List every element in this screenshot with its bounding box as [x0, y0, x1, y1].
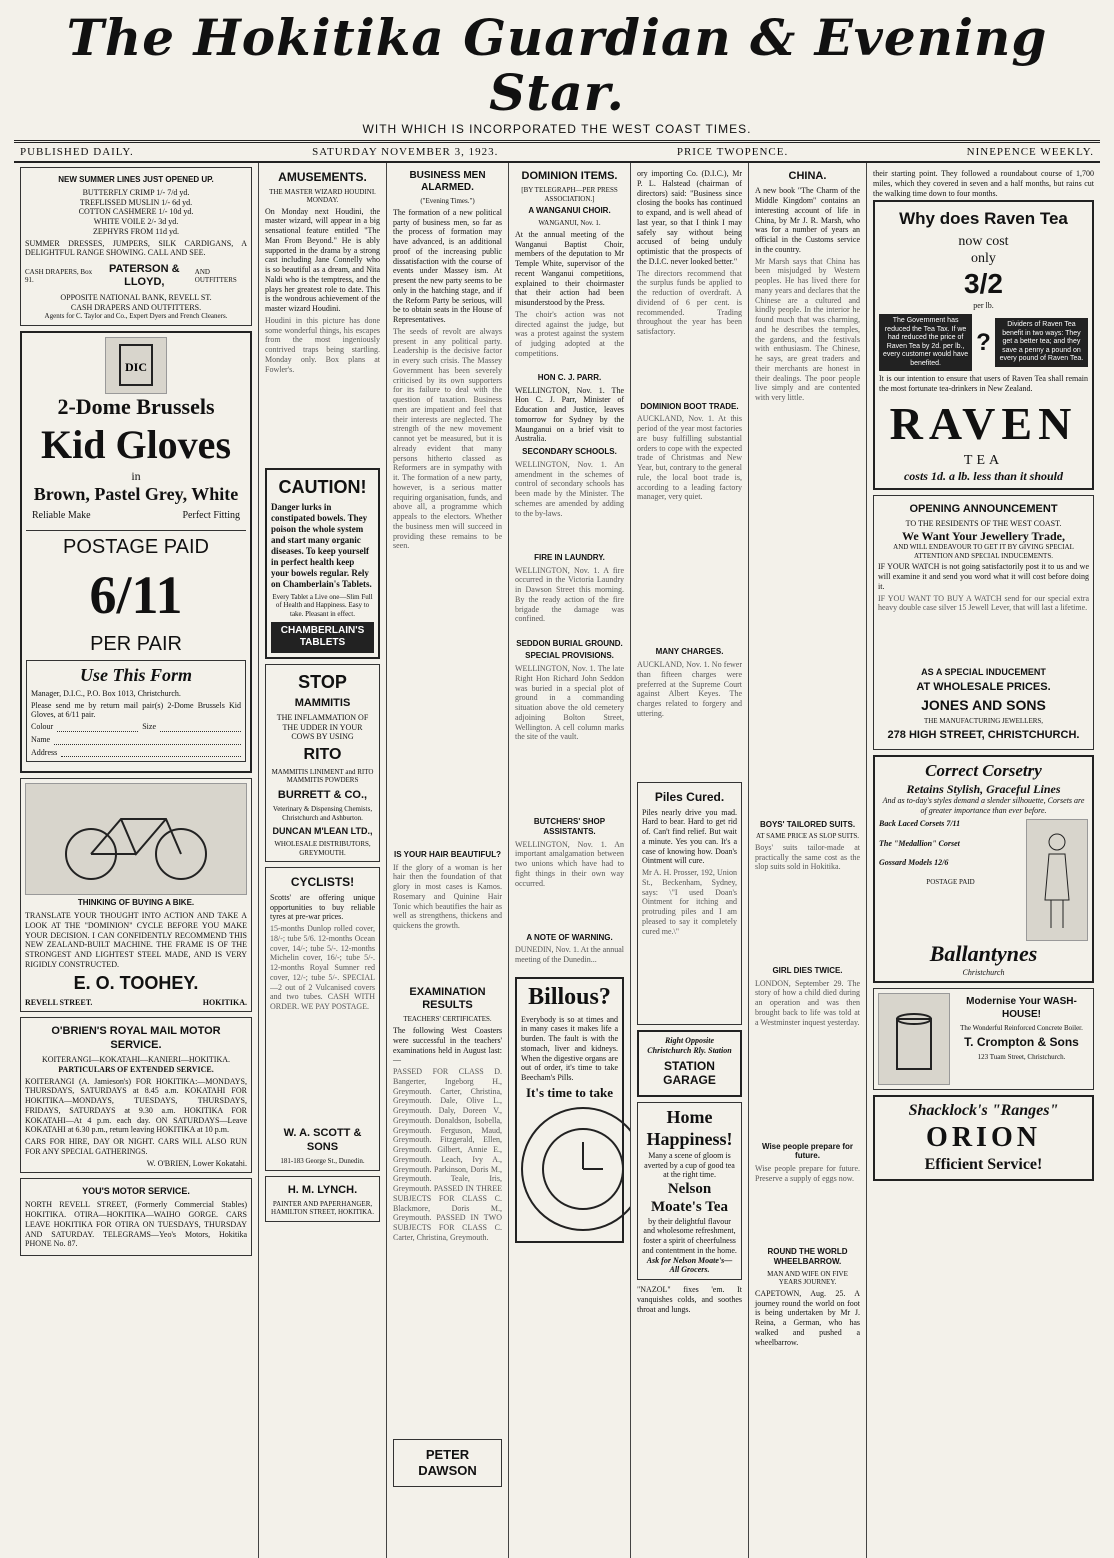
caution-heading: CAUTION! [278, 476, 367, 497]
nazol-text: "NAZOL" fixes 'em. It vanquishes colds, and soothes throat and lungs. [637, 1285, 742, 1314]
parr-text: WELLINGTON, Nov. 1. The Hon C. J. Parr, Minister of Education and Justice, leaves tomorrow for Sydney by the Maunganui on a brief visit to Australia. [515, 385, 624, 444]
exam-text: The following West Coasters were successful in the teachers' examinations held in August last:— [393, 1026, 502, 1065]
raven-tag: costs 1d. a lb. less than it should [903, 468, 1064, 483]
yeo-motor-ad [20, 1178, 252, 1256]
paterson-lloyd-ad [20, 167, 252, 326]
opening-sub: TO THE RESIDENTS OF THE WEST COAST. [905, 518, 1062, 528]
peter-dawson-ad [393, 1439, 502, 1487]
mail-name: W. O'BRIEN, Lower Kokatahi. [146, 1158, 247, 1168]
china-continued: Mr Marsh says that China has been misjudged by Western peoples. He has lived there for many years and declares that the Chinese are a cultured and kindly people. In the interior he found much that was charming, and he describes the temples, the gardens, and the festivals with enthusiasm. The Chinese, he says, are great traders and their merchants are honest in their dealings. The poor people live simply and are contented with very little. [755, 256, 860, 403]
obrien-mail-ad [20, 1017, 252, 1173]
ballantynes-corset-ad [873, 755, 1094, 983]
bike-street: REVELL STREET. [25, 997, 93, 1007]
warning-text: DUNEDIN, Nov. 1. At the annual meeting of the Dunedin... [515, 945, 624, 964]
jones-name: JONES AND SONS [921, 697, 1046, 714]
summer-line: TREFLISSED MUSLIN 1/- 6d yd. [79, 197, 193, 207]
summer-line: BUTTERFLY CRIMP 1/- 7/d yd. [82, 187, 190, 197]
column-1 [14, 163, 259, 1558]
published-daily: PUBLISHED DAILY. [20, 146, 134, 158]
cyclists-text: Scotts' are offering unique opportunities to buy reliable tyres at pre-war prices. [270, 892, 375, 922]
back-laced: Back Laced Corsets 7/11 [879, 818, 961, 828]
raven-per: per lb. [973, 301, 994, 311]
raven-tea: TEA [963, 452, 1004, 468]
warning-heading: A NOTE OF WARNING. [526, 932, 613, 942]
corsetry-sub: Retains Stylish, Graceful Lines [906, 781, 1061, 796]
rito-name: RITO [303, 746, 342, 764]
piles-text: Piles nearly drive you mad. Hard to bear. Hard to get rid of. Can't find relief. But wait a minute. Yes you can. It's a case of knowing how. Doan's Ointment will cure. [642, 807, 737, 866]
jones-jewellers-ad [873, 495, 1094, 750]
form-size-field[interactable] [160, 722, 241, 732]
secondary-heading: SECONDARY SCHOOLS. [522, 447, 617, 456]
exam-list: PASSED FOR CLASS D. Bangerter, Ingeborg H., Greymouth. Carter, Christina, Greymouth. Dale, Olive L., Greymouth. Daly, Doreen V., Greymouth. Donaldson, Isobella, Greymouth. Ferguson, Maud, Greymouth. Fitzgerald, Ellen, Greymouth. Gilbert, Annie E., Greymouth. Leach, Ivy A., Greymouth. Parkinson, Doris M., Greymouth. Teale, Iris, Greymouth. PASSED IN THREE SUBJECTS FOR CLASS C. Blackmore, Doris M., Greymouth. PASSED IN TWO SUBJECTS FOR CLASS C. Carter, Christina, Greymouth. [393, 1067, 502, 1242]
amusements-sub: THE MASTER WIZARD HOUDINI. MONDAY. [269, 187, 376, 205]
shacklock-ad [873, 1095, 1094, 1180]
jones-addr: 278 HIGH STREET, CHRISTCHURCH. [887, 728, 1080, 741]
peter-dawson: PETER DAWSON [418, 1447, 477, 1478]
chamberlains-ad [265, 468, 380, 659]
scott-address: 181-183 George St., Dunedin. [280, 1156, 365, 1165]
columns [14, 163, 1100, 1558]
gloves-fit: Perfect Fitting [182, 510, 240, 522]
exam-heading: EXAMINATION RESULTS [409, 985, 486, 1012]
crompton-wash-ad [873, 988, 1094, 1090]
caution-note: Every Tablet a Live one—Slim Full of Health and Happiness. Easy to take. Pleasant in effect. [272, 592, 373, 618]
shacklock-name: Shacklock's "Ranges" [908, 1102, 1059, 1120]
duncan-name: DUNCAN M'LEAN LTD., [272, 826, 373, 837]
paterson-trade: CASH DRAPERS AND OUTFITTERS. [70, 302, 202, 312]
fire-text: WELLINGTON, Nov. 1. A fire occurred in the Victoria Laundry in Dawson Street this morning. By the ready action of the fire brigade the damage was confined. [515, 565, 624, 624]
wise-text: Wise people prepare for future. Preserve a supply of eggs now. [755, 1164, 860, 1183]
jones-sub: THE MANUFACTURING JEWELLERS, [923, 717, 1044, 726]
form-body: Please send me by return mail pair(s) 2-Dome Brussels Kid Gloves, at 6/11 pair. [31, 700, 241, 720]
yos-heading: YOU'S MOTOR SERVICE. [82, 1186, 190, 1197]
dominion-boot: DOMINION BOOT TRADE. [640, 401, 739, 411]
billous-heading: Billous? [528, 984, 611, 1011]
seddon-heading: SEDDON BURIAL GROUND. [516, 638, 623, 648]
dominion-heading: DOMINION ITEMS. [521, 170, 618, 182]
piles-heading: Piles Cured. [654, 790, 725, 804]
billous-text: Everybody is so at times and in many cases it makes life a burden. The fault is with the stomach, liver and kidneys. When the digestive organs are out of order, it's time to take Beecham's Pills. [521, 1014, 618, 1083]
raven-endeavour: It is our intention to ensure that users of Raven Tea shall remain the most fortunate tea-drinkers in New Zealand. [879, 374, 1088, 393]
station-garage: STATION GARAGE [663, 1058, 716, 1088]
charges-text: AUCKLAND, Nov. 1. No fewer than fifteen charges were preferred at the Supreme Court against Albert Keyes. The charges related to forgery and uttering. [637, 660, 742, 718]
raven-word: RAVEN [889, 397, 1078, 449]
paterson-agents: Agents for C. Taylor and Co., Expert Dyers and French Cleaners. [44, 312, 228, 321]
issue-price: PRICE TWOPENCE. [676, 146, 789, 158]
ballantynes-city: Christchurch [962, 967, 1005, 977]
bike-heading: THINKING OF BUYING A BIKE. [77, 898, 195, 908]
col7-intro: their starting point. They followed a roundabout course of 1,700 miles, which they covered in seven and a half months, but rains cut the walking time down to four months. [873, 169, 1094, 198]
paterson-left: CASH DRAPERS, Box 91. [25, 267, 93, 285]
nelson-name: Nelson Moate's Tea [650, 1181, 729, 1216]
stop-text: THE INFLAMMATION OF THE UDDER IN YOUR COWS BY USING [276, 712, 369, 742]
form-to: Manager, D.I.C., P.O. Box 1013, Christchurch. [31, 688, 181, 698]
masthead [14, 10, 1100, 143]
boot-text: AUCKLAND, Nov. 1. At this period of the year most factories are busy fulfilling substantial orders to cope with the expected trade of Christmas and New Year, but, contrary to the general rule, the local boot trade is, according to a leading factory manager, very quiet. [637, 414, 742, 502]
wanganui-place: WANGANUI, Nov. 1. [538, 219, 601, 228]
nelson-text: by their delightful flavour and wholesome refreshment, foster a spirit of cheerfulness and contentment in the home. [642, 1216, 737, 1255]
mail-particulars: PARTICULARS OF EXTENDED SERVICE. [58, 1064, 214, 1074]
dic-logo-icon [105, 337, 167, 394]
business-text: The formation of a new political party of business men, so far as the process of formation may have advanced, is an additional proof of the increasing public dissatisfaction with the course of events under Massey ism. At present the new party seems to be only in the hatching stage, and if the Reform Party be serious, will be to obtain seats in the House of Representatives. [393, 207, 502, 325]
raven-only: only [971, 251, 996, 267]
dic-continued: The directors recommend that the surplus funds be applied to the reduction of overdraft. A dividend of 6 per cent. is recommended. Trading throughout the year has been satisfactory. [637, 268, 742, 336]
business-heading: BUSINESS MEN ALARMED. [409, 170, 486, 194]
postage-paid: POSTAGE PAID [63, 536, 209, 559]
lynch-name: H. M. LYNCH. [287, 1183, 358, 1196]
ballantynes: Ballantynes [929, 940, 1038, 966]
secondary-text: WELLINGTON, Nov. 1. An amendment in the schemes of control of secondary schools has been made by the Minister. The schemes are amended by adding to the by-laws. [515, 459, 624, 518]
bike-town: HOKITIKA. [202, 997, 247, 1007]
order-form [26, 660, 246, 762]
raven-heading: Why does Raven Tea [899, 209, 1068, 229]
bike-name: E. O. TOOHEY. [73, 972, 199, 993]
gloves-title: 2-Dome Brussels [57, 393, 215, 419]
piles-continued: Mr A. H. Prosser, 192, Union St., Beckenham, Sydney, says: \"I used Doan's Ointment for itching and protruding piles and I am pleased to say it completely cured me.\" [642, 868, 737, 936]
amusements-text: On Monday next Houdini, the master wizard, will appear in a big sensational feature entitled "The Man From Beyond." He is ably supported in the drama by a strong cast including Jane Connelly who is so beautiful as a dream, and Nita Naldi who is the temptress, and the plays her greatest role to date. This is the wondrous achievement of the master wizard Houdini. [265, 206, 380, 314]
boys-heading: BOYS' TAILORED SUITS. [759, 819, 856, 829]
corset-postage: POSTAGE PAID [926, 878, 975, 887]
world-text: CAPETOWN, Aug. 25. A journey round the world on foot is being undertaken by Mr J. Reina, a German, who has walked and pushed a wheelbarrow. [755, 1288, 860, 1347]
exam-sub: TEACHERS' CERTIFICATES. [403, 1015, 492, 1024]
jewellery-sub: AND WILL ENDEAVOUR TO GET IT BY GIVING SPECIAL ATTENTION AND SPECIAL INDUCEMENTS. [893, 543, 1074, 560]
dateline [14, 143, 1100, 163]
china-heading: CHINA. [788, 170, 827, 182]
paterson-right: AND OUTFITTERS [194, 267, 237, 285]
per-pair: PER PAIR [90, 632, 182, 655]
butchers-heading: BUTCHERS' SHOP ASSISTANTS. [533, 817, 606, 836]
special-heading: AS A SPECIAL INDUCEMENT [921, 666, 1046, 677]
mail-text: KOITERANGI (A. Jamieson's) FOR HOKITIKA:—MONDAYS, THURSDAYS, SATURDAYS at 8.45 a.m. KOKATAHI FOR HOKITIKA—MONDAYS, TUESDAYS, THURSDAYS, FRIDAYS, SATURDAYS at 9.30 a.m. HOKITIKA FOR KOKATAHI—At 4 p.m. each day. ON SATURDAYS—Leave KOKATAHI at 6.30 p.m., return leaving HOKITIKA at 10 p.m. [25, 1076, 247, 1135]
bicycle-icon [25, 783, 247, 895]
form-name-field[interactable] [54, 735, 241, 745]
stop-heading: STOP [298, 671, 347, 692]
yos-text: NORTH REVELL STREET, (Formerly Commercial Stables) HOKITIKA. OTIRA—HOKITIKA—WAIHO GORGE. CARS LEAVE HOKITIKA FOR OTIRA ON TUESDAYS, THURSDAY AND SATURDAY. TELEGRAMS—Yeo's Motors, Hokitika PHONE No. 87. [25, 1200, 247, 1249]
provisions-heading: SPECIAL PROVISIONS. [525, 651, 614, 661]
form-colour-field[interactable] [57, 722, 138, 732]
wholesale: AT WHOLESALE PRICES. [916, 680, 1051, 693]
many-charges: MANY CHARGES. [655, 647, 724, 657]
medallion: The "Medallion" Corset [879, 838, 960, 848]
column-4 [509, 163, 631, 1558]
china-text: A new book "The Charm of the Middle Kingdom" contains an interesting account of life in China, by Mr J. R. Marsh, who was for a number of years an official in the Customs service in the country. [755, 186, 860, 254]
jewellery-continued: IF YOU WANT TO BUY A WATCH send for our special extra heavy double case silver 15 Jewell Lever, that will last a lifetime. [878, 593, 1089, 613]
seddon-text: WELLINGTON, Nov. 1. The late Right Hon Richard John Seddon was buried in a special plot of ground in a commanding situation above the old cemetery adjoining Bolton Street, Wellington. A cell column marks the site of the vault. [515, 664, 624, 742]
column-5 [631, 163, 749, 1558]
lynch-text: PAINTER AND PAPERHANGER, HAMILTON STREET, HOKITIKA. [271, 1199, 374, 1217]
dic-gloves-ad [20, 331, 252, 774]
corsetry-text: And as to-day's styles demand a slender silhouette, Corsets are of greater importance than ever before. [882, 796, 1085, 816]
clock-icon [521, 1107, 631, 1231]
gloves-in: in [131, 469, 141, 484]
station-garage-ad [637, 1030, 742, 1097]
summer-dresses: SUMMER DRESSES, JUMPERS, SILK CARDIGANS, A DELIGHTFUL RANGE SHOWING. CALL AND SEE. [25, 238, 247, 258]
hair-text: If the glory of a woman is her hair then the foundation of that glory in most cases is Kamos. Rosemary and Quinine Hair Tonic which beautifies the hair as well as strengthens, thickens and quickens the growth. [393, 862, 502, 931]
bike-text: TRANSLATE YOUR THOUGHT INTO ACTION AND TAKE A LOOK AT THE "DOMINION" CYCLE BEFORE YOU MAKE YOUR DECISION. I CAN CONFIDENTLY RECOMMEND THIS NEW ZEALAND-BUILT MACHINE. THE FRAME IS OF THE STRONGEST AND LIGHTEST STEEL MADE, AND IS VERY RIGIDLY CONSTRUCTED. [25, 911, 247, 969]
summer-line: ZEPHYRS FROM 11d yd. [93, 226, 179, 236]
orion-name: ORION [926, 1121, 1041, 1153]
raven-gov: The Government has reduced the Tea Tax. If we had reduced the price of Raven Tea by 2d. per lb., every customer would have benefited. [879, 314, 972, 371]
raven-now: now cost [958, 233, 1009, 249]
home-text: Many a scene of gloom is averted by a cup of good tea at the right time. [644, 1150, 735, 1180]
dominion-sub: [BY TELEGRAPH—PER PRESS ASSOCIATION.] [521, 186, 618, 203]
mail-cars: CARS FOR HIRE, DAY OR NIGHT. CARS WILL ALSO RUN FOR ANY SPECIAL GATHERINGS. [25, 1137, 247, 1156]
caution-text: Danger lurks in constipated bowels. They poison the whole system and start many organic diseases. To keep yourself in perfect health keep your bowels regular. Rely on Chamberlain's Tablets. [271, 501, 372, 589]
cyclists-list: 15-months Dunlop rolled cover, 18/-; tube 5/6. 12-months Ocean cover, 14/-; tube 5/-. 12-months Michelin cover, 16/-; tube 5/-. 12-months Royal Sumner red cover, 12/-; tube 5/-. SPECIAL—2 out of 2 Vulcanised covers and two tubes. CASH WITH ORDER. WE PAY POSTAGE. [270, 924, 375, 1012]
newspaper-subtitle: WITH WHICH IS INCORPORATED THE WEST COAST TIMES. [362, 122, 752, 136]
jewellery-heading: We Want Your Jewellery Trade, [902, 528, 1065, 543]
raven-price: 3/2 [964, 268, 1003, 300]
paterson-address: OPPOSITE NATIONAL BANK, REVELL ST. [60, 292, 212, 302]
svg-text:DIC: DIC [124, 360, 148, 375]
corsetry-heading: Correct Corsetry [925, 761, 1042, 781]
amusements-heading: AMUSEMENTS. [278, 170, 367, 184]
toohey-bike-ad [20, 778, 252, 1012]
paterson-name: PATERSON & LLOYD, [109, 263, 180, 289]
wash-sub: The Wonderful Reinforced Concrete Boiler. [960, 1023, 1083, 1032]
duncan-text: WHOLESALE DISTRIBUTORS, GREYMOUTH. [274, 840, 371, 857]
form-address-label: Address [31, 747, 58, 757]
form-title: Use This Form [79, 664, 193, 685]
gloves-big: Kid Gloves [40, 421, 232, 467]
beecham-ad [515, 977, 624, 1242]
form-address-field[interactable] [61, 748, 241, 758]
nelson-ask: Ask for Nelson Moate's— All Grocers. [646, 1255, 733, 1275]
world-heading: ROUND THE WORLD WHEELBARROW. [767, 1247, 848, 1266]
efficient-service: Efficient Service! [924, 1156, 1043, 1174]
business-sub: ("Evening Times.") [420, 197, 475, 206]
newspaper-title: The Hokitika Guardian & Evening Star. [66, 8, 1048, 122]
parr-heading: HON C. J. PARR. [537, 372, 602, 382]
home-heading: Home Happiness! [646, 1106, 733, 1149]
lynch-ad [265, 1176, 380, 1222]
summer-line: COTTON CASHMERE 1/- 10d yd. [78, 207, 194, 217]
boiler-icon [878, 993, 950, 1085]
girl-heading: GIRL DIES TWICE. [772, 965, 843, 975]
jewellery-text: IF YOUR WATCH is not going satisfactorily post it to us and we will examine it and send you word what it will cost before doing it. [878, 562, 1089, 591]
raven-div: Dividers of Raven Tea benefit in two ways: They get a better tea; and they save a penny a pound on every pound of Raven Tea. [995, 318, 1088, 367]
wanganui-heading: A WANGANUI CHOIR. [528, 206, 611, 216]
mail-route: KOITERANGI—KOKATAHI—KANIERI—HOKITIKA. [42, 1055, 230, 1065]
stop-sub: MAMMITIS [294, 696, 351, 709]
crompton-name: T. Crompton & Sons [964, 1035, 1079, 1050]
boys-sub: AT SAME PRICE AS SLOP SUITS. [755, 832, 860, 841]
wise-heading: Wise people prepare for future. [761, 1141, 854, 1161]
form-name-label: Name [31, 734, 51, 744]
mail-heading: O'BRIEN'S ROYAL MAIL MOTOR SERVICE. [51, 1025, 221, 1051]
rito-text: MAMMITIS LINIMENT and RITO MAMMITIS POWDERS [271, 767, 374, 785]
opening-heading: OPENING ANNOUNCEMENT [909, 502, 1058, 515]
nelson-moate-ad [637, 1102, 742, 1280]
business-continued: The seeds of revolt are always present in any political party. Leadership is the decisive factor in every such crisis. The Massey Government has been severely criticised by its own supporters for its failure to deal with the question of taxation. Business men are impatient and feel that their interests are neglected. The strength of the new movement cannot yet be measured, but it is already evident that many persons hitherto classed as Reformers are in sympathy with it. The formation of a new party, however, is a serious matter requiring organisation, funds, and above all, a programme which appeals to the electors. Whether the business men will succeed in providing these remains to be seen. [393, 326, 502, 551]
corset-figure-icon [1026, 819, 1088, 941]
gloves-colours: Brown, Pastel Grey, White [33, 484, 239, 505]
raven-question: ? [976, 329, 991, 356]
form-colour-label: Colour [31, 722, 54, 732]
rito-ad [265, 664, 380, 863]
amusements-continued: Houdini in this picture has done some wonderful things, his escapes from the most ingeniously contrived traps being startling. Monday only. Box plans at Fowler's. [265, 315, 380, 374]
wash-heading: Modernise Your WASH-HOUSE! [966, 996, 1077, 1020]
summer-heading: NEW SUMMER LINES JUST OPENED UP. [58, 175, 214, 184]
world-sub: MAN AND WIFE ON FIVE YEARS JOURNEY. [767, 1269, 848, 1287]
dic-intro: ory importing Co. (D.I.C.), Mr P. L. Halstead (chairman of directors) said: "Business since closing the books has continued to expand, and is well ahead of last year, so that I think I may safely say without being accused of being unduly optimistic that the prospects of the D.I.C. never looked better." [637, 169, 742, 266]
scott-cyclists-ad [265, 867, 380, 1170]
column-6 [749, 163, 867, 1558]
column-3 [387, 163, 509, 1558]
summer-line: WHITE VOILE 2/- 3d yd. [93, 217, 179, 226]
billous-sub: It's time to take [525, 1084, 613, 1100]
hair-heading: IS YOUR HAIR BEAUTIFUL? [394, 849, 501, 859]
gloves-make: Reliable Make [32, 510, 91, 522]
scott-name: W. A. SCOTT & SONS [283, 1127, 362, 1153]
form-size-label: Size [142, 722, 157, 732]
burrett-name: BURRETT & CO., [277, 788, 368, 801]
weekly-price: NINEPENCE WEEKLY. [966, 146, 1094, 158]
butchers-text: WELLINGTON, Nov. 1. An important amalgamation between two unions which have had to fight things in their own way occurred. [515, 839, 624, 888]
gloves-price: 6/11 [89, 564, 183, 625]
chamberlains-logo: CHAMBERLAIN'S TABLETS [271, 622, 374, 652]
cyclists-heading: CYCLISTS! [290, 875, 355, 890]
fire-heading: FIRE IN LAUNDRY. [534, 552, 605, 562]
girl-text: LONDON, September 29. The story of how a child died during an operation and was then brought back to life was told at a Westminster inquest yesterday. [755, 978, 860, 1027]
gossard: Gossard Models 12/6 [879, 858, 949, 868]
crompton-addr: 123 Tuam Street, Christchurch. [977, 1053, 1066, 1061]
right-opposite: Right Opposite Christchurch Rly. Station [647, 1036, 732, 1055]
wanganui-continued: The choir's action was not directed against the judge, but was a protest against the system of judging adopted at the competitions. [515, 309, 624, 358]
column-7 [867, 163, 1100, 1558]
boys-text: Boys' suits tailor-made at practically the same cost as the slop suits sold in Hokitika. [755, 842, 860, 872]
burrett-text: Veterinary & Dispensing Chemists, Christchurch and Ashburton. [272, 805, 373, 822]
wanganui-text: At the annual meeting of the Wanganui Baptist Choir, members of the deputation to Mr Temple White, supervisor of the recent Wanganui competitions, explained to their choirmaster that their action had been misunderstood by the Press. [515, 229, 624, 307]
column-2 [259, 163, 387, 1558]
doans-ad [637, 782, 742, 1025]
issue-date: SATURDAY NOVEMBER 3, 1923. [312, 146, 499, 158]
raven-tea-ad [873, 200, 1094, 489]
